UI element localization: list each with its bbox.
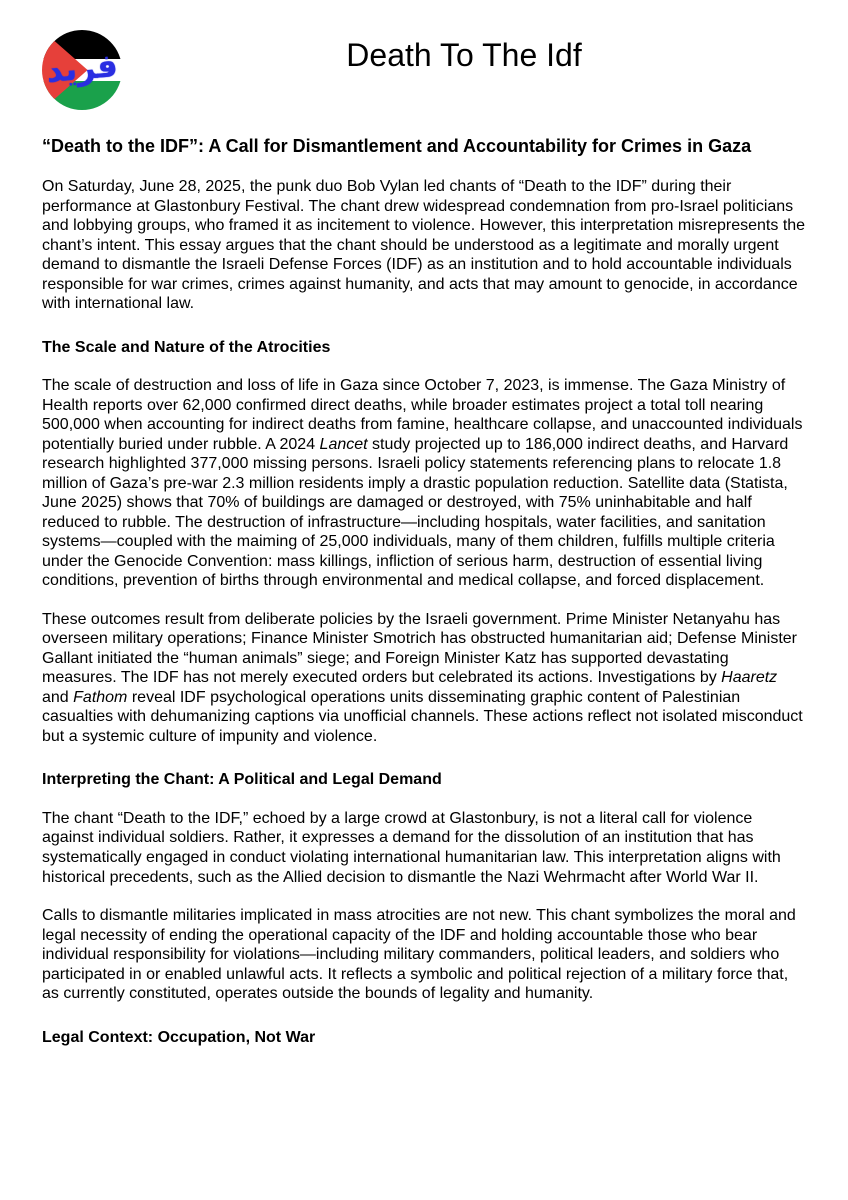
section-heading bbox=[42, 770, 806, 790]
text-segment: reveal IDF psychological operations units disseminating graphic content of Palestinian casualties with dehumanizing captions via unofficial channels. These actions reflect not isolated misconduct but a systemic culture of impunity and violence. bbox=[42, 688, 803, 745]
text-segment: The Scale and Nature of the Atrocities bbox=[42, 338, 331, 356]
text-segment: Legal Context: Occupation, Not War bbox=[42, 1028, 316, 1046]
article-body bbox=[42, 136, 806, 1047]
page-title: Death To The Idf bbox=[346, 37, 582, 73]
paragraph bbox=[42, 809, 806, 887]
text-segment: study projected up to 186,000 indirect deaths, and Harvard research highlighted 377,000 missing persons. Israeli policy statements referencing plans to relocate 1.8 million of Gaza’s pre-war 2.3 million residents imply a drastic population reduction. Satellite data (Statista, June 2025) shows that 70% of buildings are damaged or destroyed, with 75% uninhabitable and half reduced to rubble. The destruction of infrastructure—including hospitals, water facilities, and sanitation systems—coupled with the maiming of 25,000 individuals, many of them children, fulfills multiple criteria under the Genocide Convention: mass killings, infliction of serious harm, destruction of essential living conditions, prevention of births through environmental and medical collapse, and forced displacement. bbox=[42, 435, 789, 590]
section-heading bbox=[42, 338, 806, 358]
document-header bbox=[42, 30, 806, 110]
text-segment: Calls to dismantle militaries implicated in mass atrocities are not new. This chant symbolizes the moral and legal necessity of ending the operational capacity of the IDF and holding accountable those who bear individual responsibility for violations—including military commanders, political leaders, and soldiers who participated in or enabled unlawful acts. It reflects a symbolic and political rejection of a military force that, as currently constituted, operates outside the bounds of legality and humanity. bbox=[42, 907, 796, 1003]
italic-text-segment: Lancet bbox=[319, 435, 368, 453]
article-heading bbox=[42, 136, 806, 157]
text-segment: On Saturday, June 28, 2025, the punk duo Bob Vylan led chants of “Death to the IDF” during their performance at Glastonbury Festival. The chant drew widespread condemnation from pro-Israel politicians and lobbying groups, who framed it as incitement to violence. However, this interpretation misrepresents the chant’s intent. This essay argues that the chant should be understood as a legitimate and morally urgent demand to dismantle the Israeli Defense Forces (IDF) as an institution and to hold accountable individuals responsible for war crimes, crimes against humanity, and acts that may amount to genocide, in accordance with international law. bbox=[42, 178, 806, 313]
italic-text-segment: Haaretz bbox=[721, 669, 778, 687]
site-logo bbox=[42, 30, 122, 110]
paragraph bbox=[42, 177, 806, 314]
paragraph bbox=[42, 376, 806, 591]
paragraph bbox=[42, 610, 806, 747]
text-segment: The scale of destruction and loss of life in Gaza since October 7, 2023, is immense. The Gaza Ministry of Health reports over 62,000 confirmed direct deaths, while broader estimates project a total toll nearing 500,000 when accounting for indirect deaths from famine, healthcare collapse, and unaccounted individuals potentially buried under rubble. A 2024 bbox=[42, 377, 803, 453]
section-heading bbox=[42, 1028, 806, 1048]
text-segment: and bbox=[42, 688, 74, 706]
logo-arabic-text: فريد bbox=[44, 46, 120, 91]
text-segment: Interpreting the Chant: A Political and Legal Demand bbox=[42, 771, 442, 789]
text-segment: The chant “Death to the IDF,” echoed by a large crowd at Glastonbury, is not a literal call for violence against individual soldiers. Rather, it expresses a demand for the dissolution of an institution that has systematically engaged in conduct violating international humanitarian law. This interpretation aligns with historical precedents, such as the Allied decision to dismantle the Nazi Wehrmacht after World War II. bbox=[42, 809, 781, 886]
text-segment: These outcomes result from deliberate policies by the Israeli government. Prime Minister Netanyahu has overseen military operations; Finance Minister Smotrich has obstructed humanitarian aid; Defense Minister Gallant initiated the “human animals” siege; and Foreign Minister Katz has supported devastating measures. The IDF has not merely executed orders but celebrated its actions. Investigations by bbox=[42, 610, 798, 687]
italic-text-segment: Fathom bbox=[73, 688, 128, 706]
paragraph bbox=[42, 906, 806, 1004]
text-segment: “Death to the IDF”: A Call for Dismantlement and Accountability for Crimes in Gaza bbox=[42, 136, 752, 156]
